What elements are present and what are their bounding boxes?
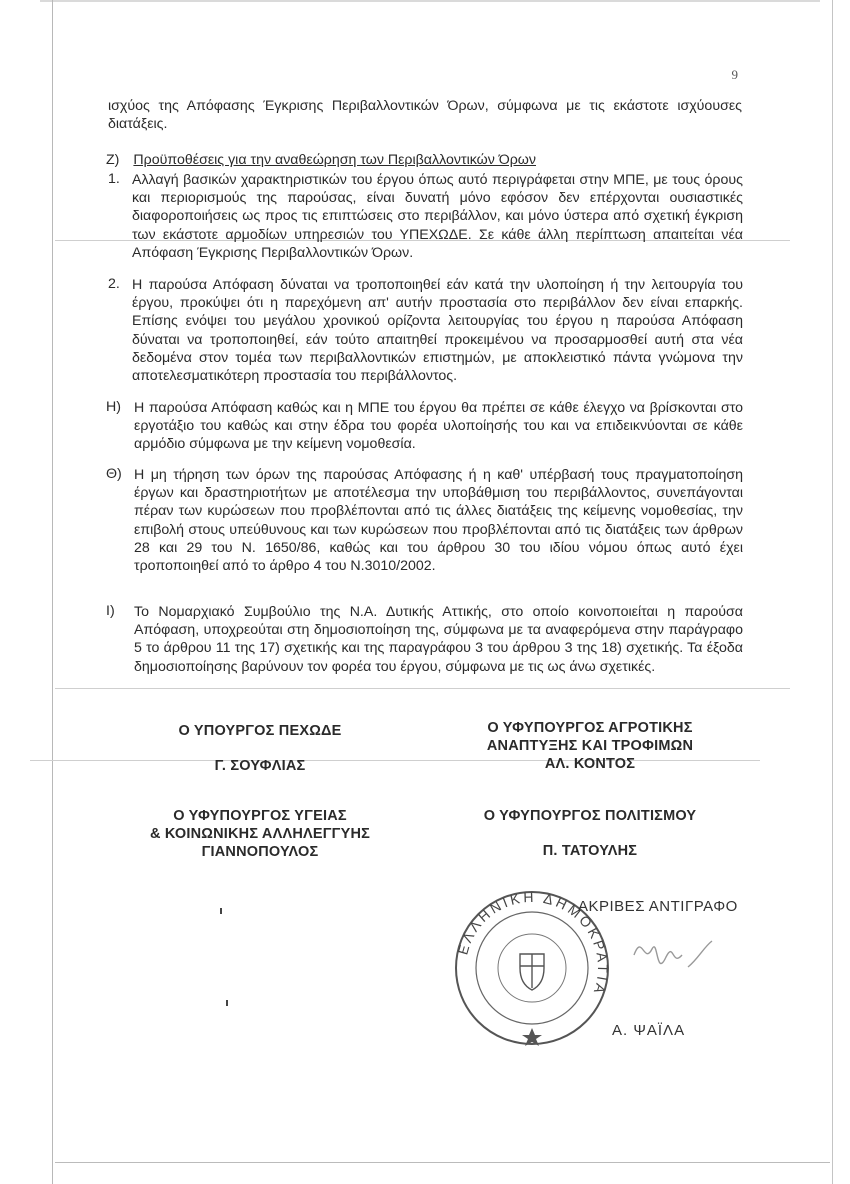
signature-block-agriculture [455, 719, 725, 773]
item-2-text: Η παρούσα Απόφαση δύναται να τροποποιηθεί εάν κατά την υλοποίηση ή την λειτουργία του έργου, προκύψει ότι η παρεχόμενη απ' αυτήν προστασία στο περιβάλλον δεν είναι επαρκής. Επίσης ενόψει του μεγάλου χρονικού ορίζοντα λειτουργίας του έργου η παρούσα Απόφαση δύναται να τροποποιηθεί, εάν τούτο απαιτηθεί προκειμένου να προσαρμοσθεί αυτή στα νέα δεδομένα στον τομέα των περιβαλλοντικών επιστημών, με αποκλειστικό πάντα γνώμονα την αποτελεσματικότερη προστασία του περιβάλλοντος. [132, 277, 743, 385]
signature-name: Γ. ΣΟΥΦΛΙΑΣ [214, 758, 306, 774]
seal-text: ΕΛΛΗΝΙΚΗ ΔΗΜΟΚΡΑΤΙΑ [454, 888, 612, 999]
signature-title: Ο ΥΦΥΠΟΥΡΓΟΣ ΠΟΛΙΤΙΣΜΟΥ [483, 808, 697, 824]
signature-block-culture [445, 807, 735, 825]
item-1-text: Αλλαγή βασικών χαρακτηριστικών του έργου όπως αυτό περιγράφεται στην ΜΠΕ, με τους όρους και περιορισμούς της παρούσας, είναι δυνατή μόνο εφόσον δεν επέρχονται ουσιαστικές διαφοροποιήσεις ως προς τις επιπτώσεις στο περιβάλλον, και μόνο ύστερα από σχετική έγκριση των εκάστοτε αρμοδίων υπηρεσιών του ΥΠΕΧΩΔΕ. Σε κάθε άλλη περίπτωση απαιτείται νέα Απόφαση Έγκρισης Περιβαλλοντικών Όρων. [132, 172, 743, 261]
section-letter: Ζ) [106, 152, 120, 168]
section-i-text: Το Νομαρχιακό Συμβούλιο της Ν.Α. Δυτικής Αττικής, στο οποίο κοινοποιείται η παρούσα Απόφαση, υποχρεούται στη δημοσιοποίηση της, σύμφωνα με τα αναφερόμενα στην παράγραφο 5 το άρθρου 11 της 17) σχετικής και της παραγράφου 3 του άρθρου 3 της 18) σχετικής. Τα έξοδα δημοσιοποίησης βαρύνουν τον φορέα του έργου, σύμφωνα με τις ως άνω σχετικές. [134, 604, 743, 675]
bottom-rule [55, 1162, 830, 1163]
signature-title: & ΚΟΙΝΩΝΙΚΗΣ ΑΛΛΗΛΕΓΓΥΗΣ [149, 826, 371, 842]
signature-title: Ο ΥΦΥΠΟΥΡΓΟΣ ΥΓΕΙΑΣ [173, 808, 347, 824]
ink-mark [220, 908, 222, 914]
section-h-paragraph [134, 399, 743, 454]
item-2-paragraph [132, 276, 743, 385]
item-number: 1. [108, 171, 120, 187]
section-letter: Ι) [106, 603, 115, 619]
signature-name-block [445, 842, 735, 860]
signature-name: ΓΙΑΝΝΟΠΟΥΛΟΣ [201, 844, 319, 860]
certifier-name: Α. ΨΑΪΛΑ [612, 1022, 686, 1039]
scan-edge [40, 0, 820, 12]
section-th-text: Η μη τήρηση των όρων της παρούσας Απόφασης ή η καθ' υπέρβασή τους πραγματοποίηση έργων και δραστηριοτήτων με αποτέλεσμα την υποβάθμιση του περιβάλλοντος, συνεπάγονται πέραν των κυρώσεων που προβλέπονται από τις άλλες διατάξεις της κείμενης νομοθεσίας, την επιβολή στους υπεύθυνους και των κυρώσεων που προβλέπονται από τις διατάξεις των άρθρων 28 και 29 του Ν. 1650/86, καθώς και του άρθρου 30 του ιδίου νόμου όπως αυτό έχει τροποποιηθεί από το άρθρο 4 του Ν.3010/2002. [134, 467, 743, 575]
section-letter: Θ) [106, 466, 122, 482]
page-number: 9 [731, 67, 738, 82]
section-h-text: Η παρούσα Απόφαση καθώς και η ΜΠΕ του έργου θα πρέπει σε κάθε έλεγχο να βρίσκονται στο εργοτάξιο του καθώς και στην έδρα του φορέα υλοποίησής του και να επιδεικνύονται σε κάθε αρμόδιο σύμφωνα με την κείμενη νομοθεσία. [134, 400, 743, 453]
signature-title: Ο ΥΠΟΥΡΓΟΣ ΠΕΧΩΔΕ [178, 723, 342, 739]
item-1-paragraph [132, 171, 743, 262]
certified-copy-stamp: ΑΚΡΙΒΕΣ ΑΝΤΙΓΡΑΦΟ [578, 898, 738, 915]
section-th-paragraph [134, 466, 743, 575]
handwritten-signature-icon [628, 925, 718, 985]
signature-block-minister-pehode [140, 722, 380, 740]
signature-name-block [140, 757, 380, 775]
signature-title: Ο ΥΦΥΠΟΥΡΓΟΣ ΑΓΡΟΤΙΚΗΣ [487, 720, 693, 736]
ink-mark [226, 1000, 228, 1006]
signature-name: ΑΛ. ΚΟΝΤΟΣ [544, 756, 636, 772]
page-edge-line [832, 0, 833, 1184]
section-z-heading [106, 152, 536, 168]
item-number: 2. [108, 276, 120, 292]
intro-paragraph [108, 97, 742, 133]
signature-name: Π. ΤΑΤΟΥΛΗΣ [542, 843, 638, 859]
scan-artifact [55, 688, 790, 689]
section-title: Προϋποθέσεις για την αναθεώρηση των Περιβαλλοντικών Όρων [133, 152, 536, 168]
signature-title: ΑΝΑΠΤΥΞΗΣ ΚΑΙ ΤΡΟΦΙΜΩΝ [486, 738, 694, 754]
section-letter: Η) [106, 399, 121, 415]
binding-line [52, 0, 53, 1184]
section-i-paragraph [134, 603, 743, 676]
intro-text: ισχύος της Απόφασης Έγκρισης Περιβαλλοντικών Όρων, σύμφωνα με τις εκάστοτε ισχύουσες διατάξεις. [108, 98, 742, 133]
signature-block-health [115, 807, 405, 861]
